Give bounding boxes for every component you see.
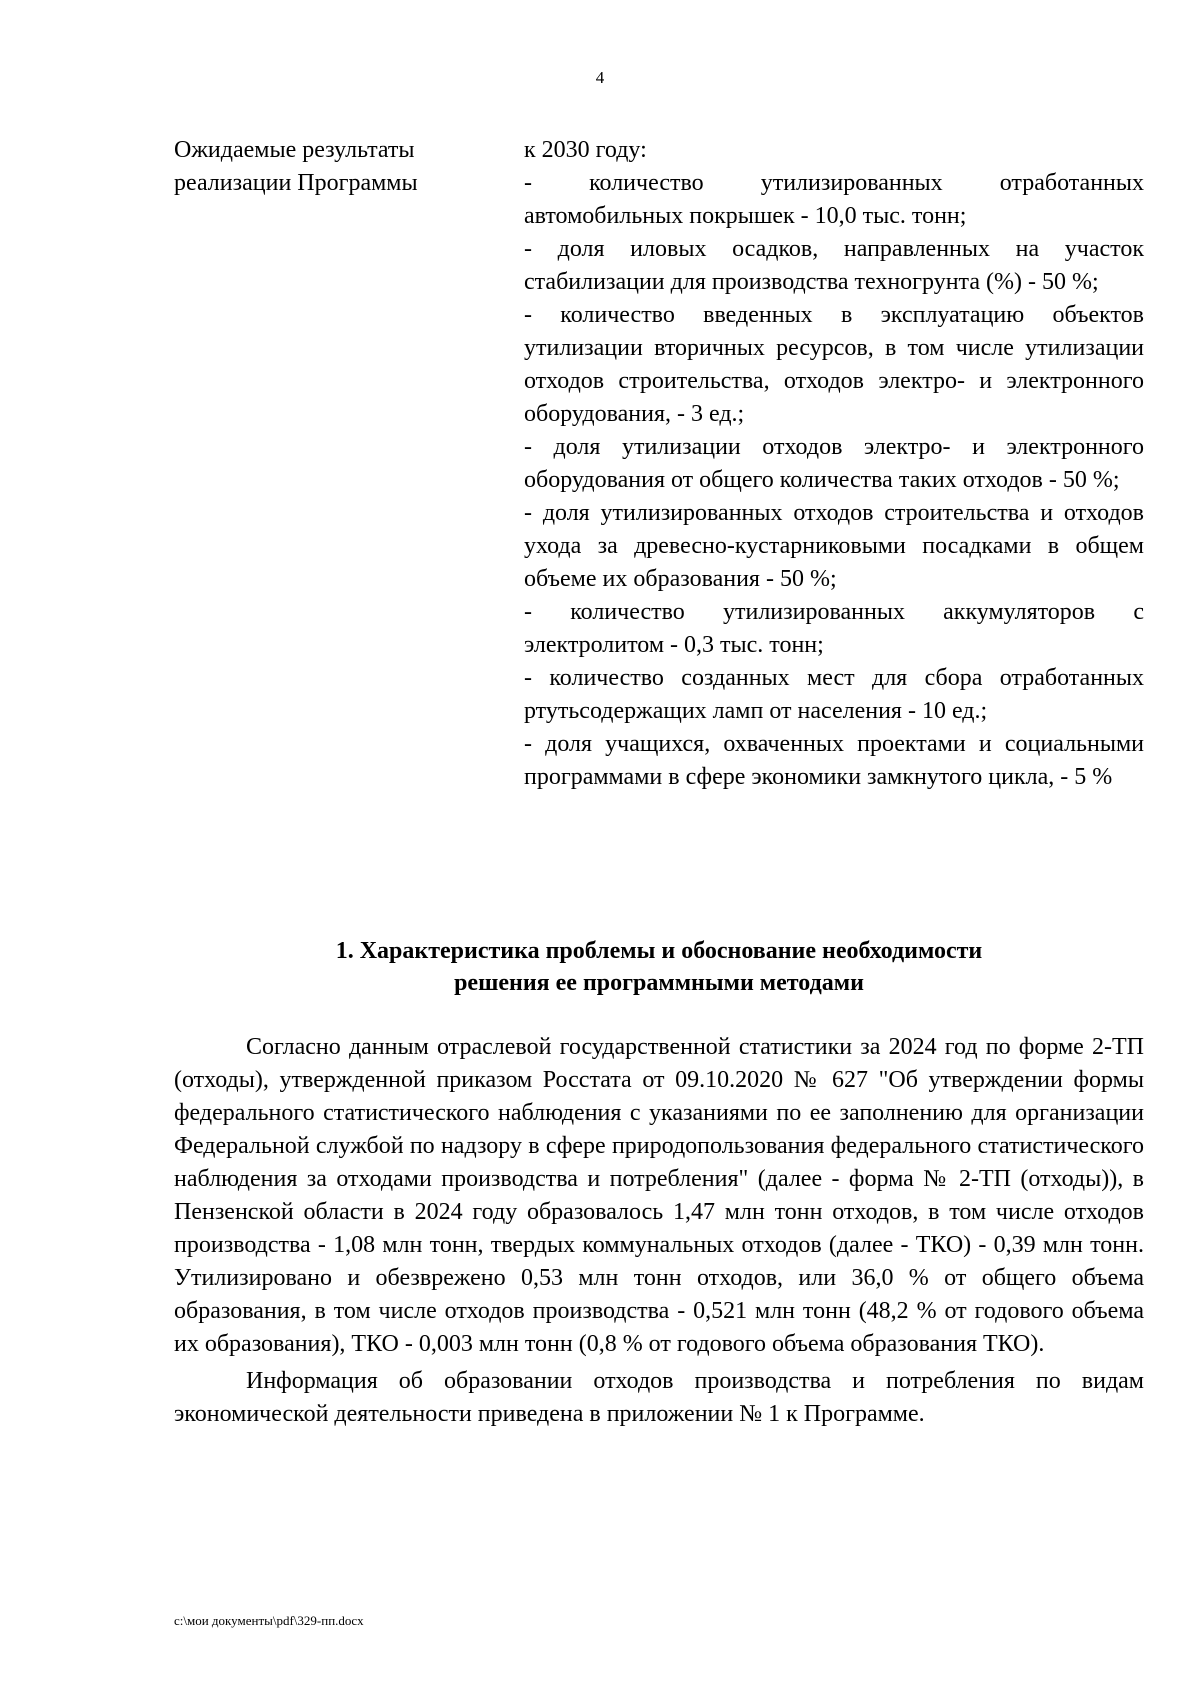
result-item-facilities: - количество введенных в эксплуатацию объектов утилизации вторичных ресурсов, в том числе утилизации отходов строительства, отходов электро- и электронного оборудования, - 3 ед.; — [524, 302, 1144, 427]
page-number: 4 — [595, 68, 605, 87]
section-heading — [174, 935, 1144, 999]
expected-results-label — [174, 134, 464, 200]
result-item-sludge: - доля иловых осадков, направленных на участок стабилизации для производства техногрунта (%) - 50 %; — [524, 236, 1144, 295]
result-item-batteries: - количество утилизированных аккумуляторов с электролитом - 0,3 тыс. тонн; — [524, 599, 1144, 658]
expected-results-list — [524, 134, 1144, 794]
result-item-mercury-lamps: - количество созданных мест для сбора отработанных ртутьсодержащих ламп от населения - 10 ед.; — [524, 665, 1144, 724]
result-item-construction-waste: - доля утилизированных отходов строительства и отходов ухода за древесно-кустарниковыми посадками в общем объеме их образования - 50 %; — [524, 500, 1144, 592]
section-body — [174, 1031, 1144, 1435]
paragraph-appendix-reference: Информация об образовании отходов производства и потребления по видам экономической деятельности приведена в приложении № 1 к Программе. — [174, 1368, 1144, 1427]
expected-results-intro: к 2030 году: — [524, 137, 647, 163]
section-heading-line-2: решения ее программными методами — [454, 970, 864, 996]
result-item-electronics: - доля утилизации отходов электро- и электронного оборудования от общего количества таких отходов - 50 %; — [524, 434, 1144, 493]
result-item-students: - доля учащихся, охваченных проектами и социальными программами в сфере экономики замкнутого цикла, - 5 % — [524, 731, 1144, 790]
paragraph-statistics: Согласно данным отраслевой государственной статистики за 2024 год по форме 2-ТП (отходы), утвержденной приказом Росстата от 09.10.2020 № 627 "Об утверждении формы федерального статистического наблюдения с указаниями по ее заполнению для организации Федеральной службой по надзору в сфере природопользования федерального статистического наблюдения за отходами производства и потребления" (далее - форма № 2-ТП (отходы)), в Пензенской области в 2024 году образовалось 1,47 млн тонн отходов, в том числе отходов производства - 1,08 млн тонн, твердых коммунальных отходов (далее - ТКО) - 0,39 млн тонн. Утилизировано и обезврежено 0,53 млн тонн отходов, или 36,0 % от общего объема образования, в том числе отходов производства - 0,521 млн тонн (48,2 % от годового объема их образования), ТКО - 0,003 млн тонн (0,8 % от годового объема образования ТКО). — [174, 1034, 1144, 1357]
expected-results-label-line-1: Ожидаемые результаты — [174, 137, 415, 163]
footer-file-path: c:\мои документы\pdf\329-пп.docx — [174, 1613, 364, 1628]
result-item-tires: - количество утилизированных отработанных автомобильных покрышек - 10,0 тыс. тонн; — [524, 170, 1144, 229]
expected-results-label-line-2: реализации Программы — [174, 170, 418, 196]
section-heading-line-1: 1. Характеристика проблемы и обоснование необходимости — [335, 938, 983, 964]
